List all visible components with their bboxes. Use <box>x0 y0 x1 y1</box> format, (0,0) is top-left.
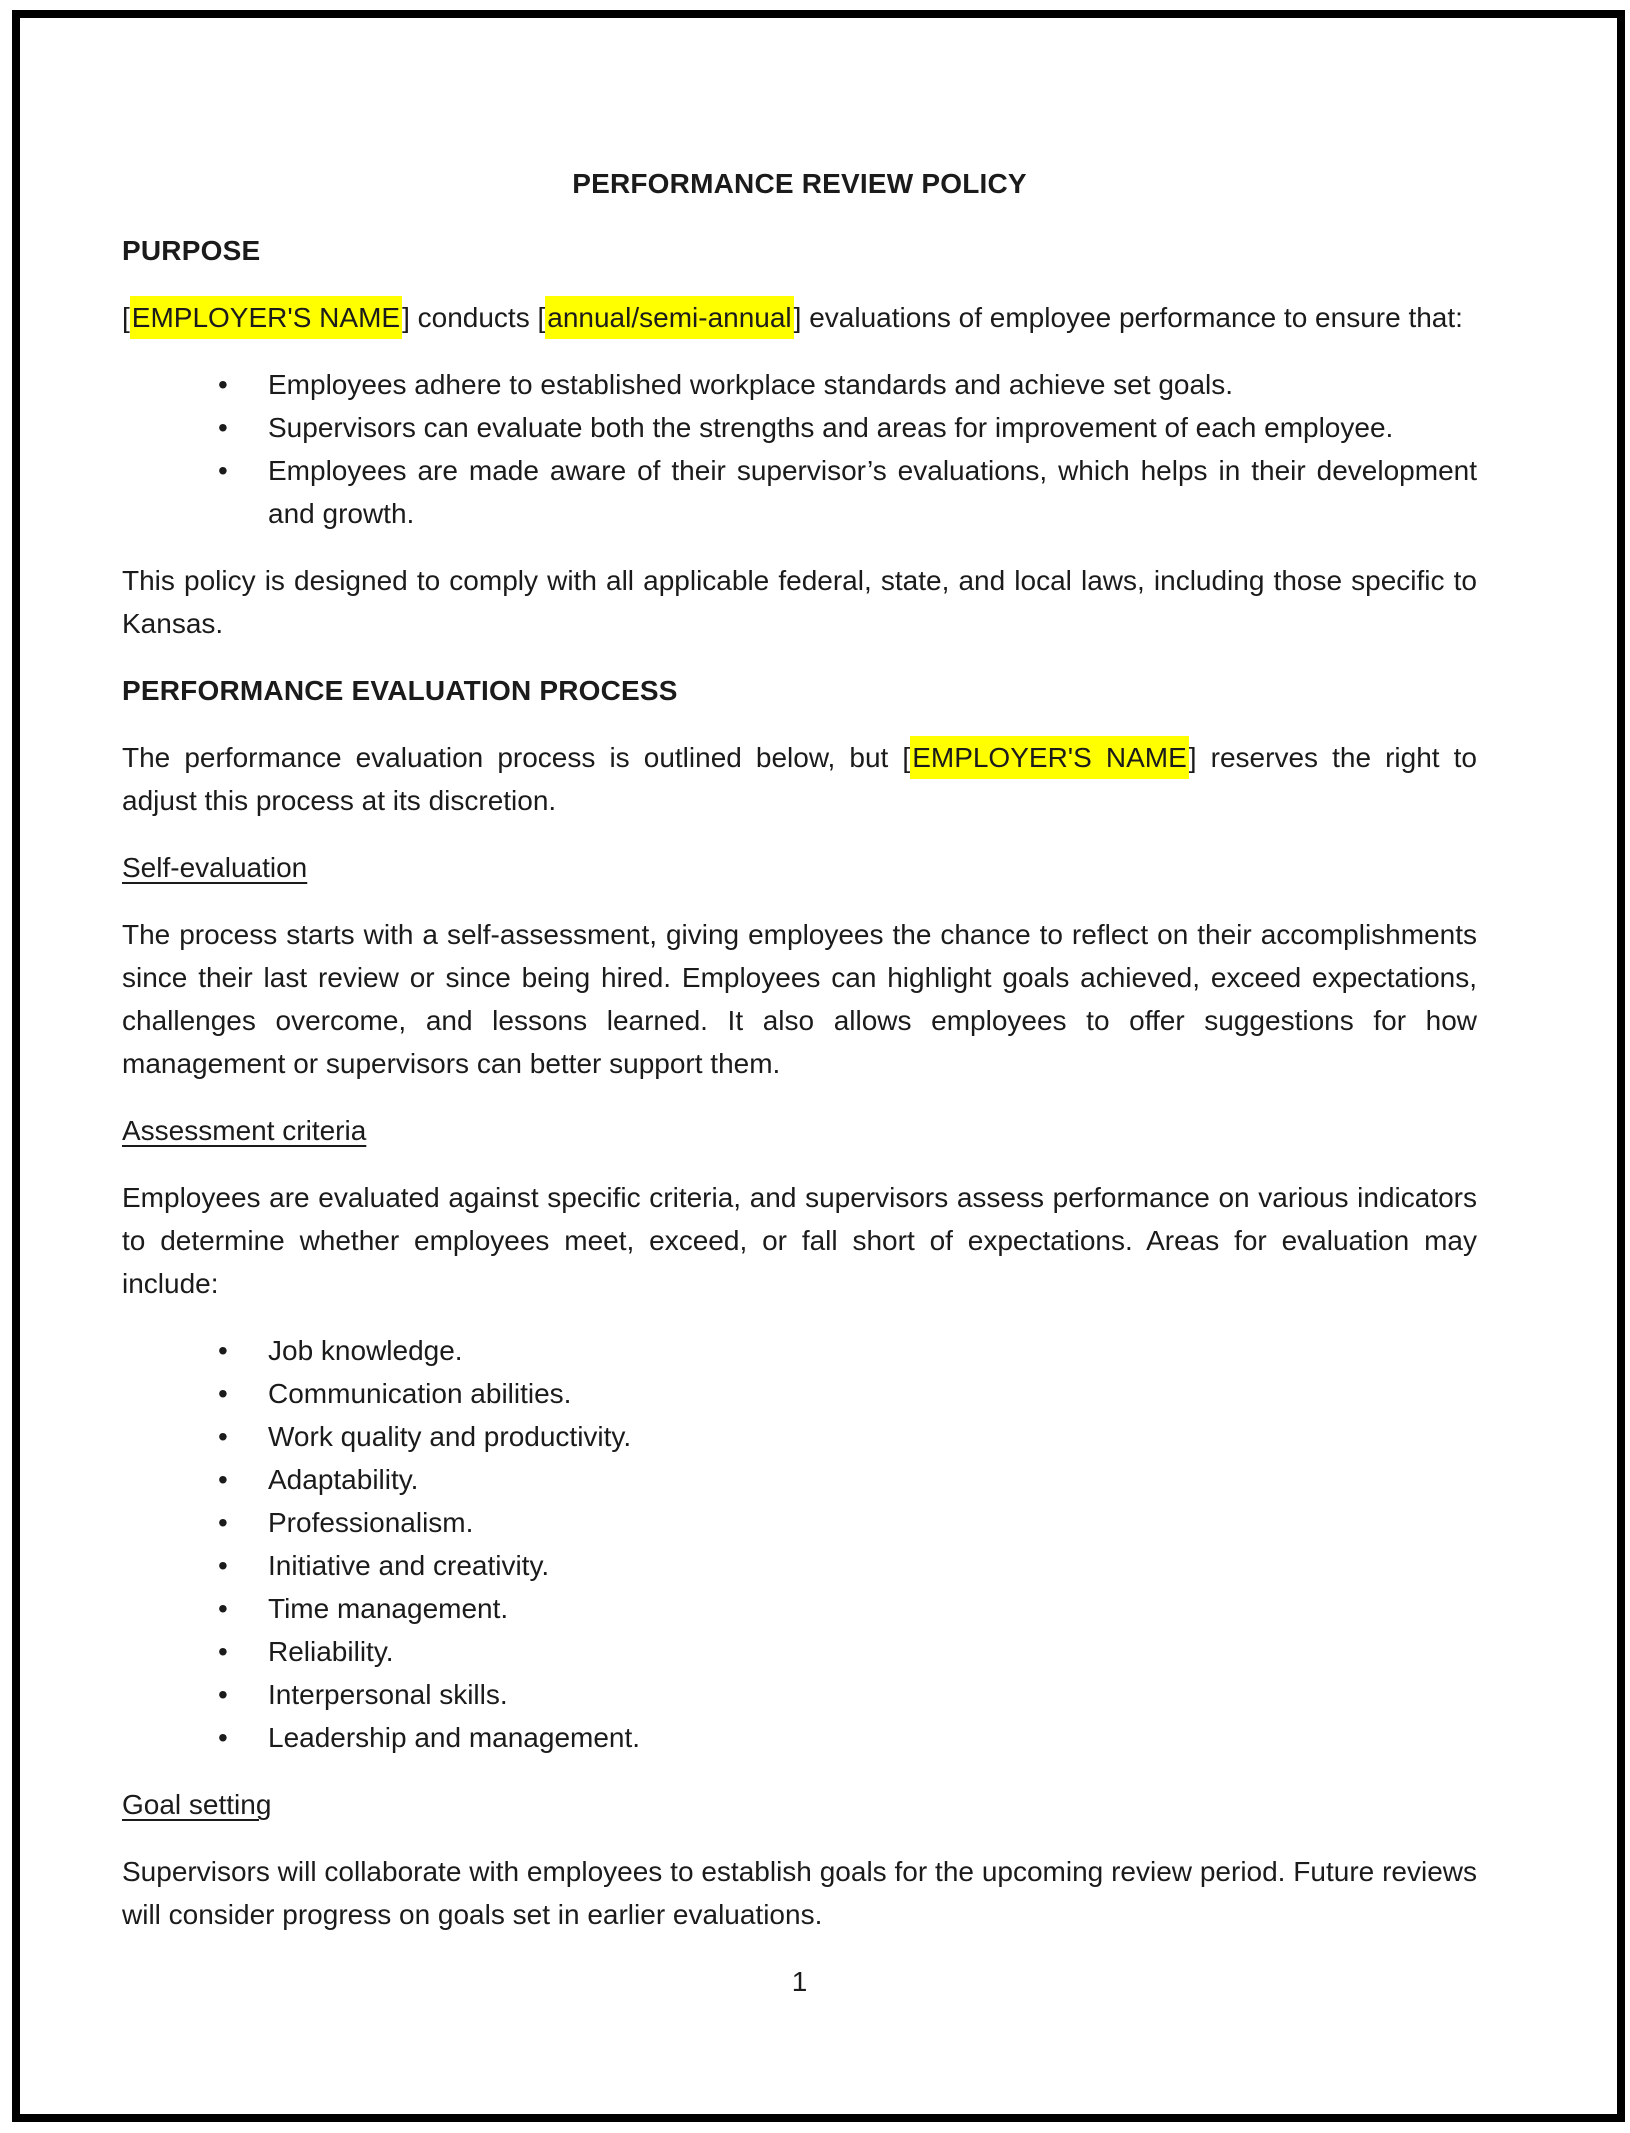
list-item-text: Interpersonal skills. <box>268 1679 508 1710</box>
text-segment: [ <box>122 302 130 333</box>
list-item-text: Job knowledge. <box>268 1335 463 1366</box>
document-content <box>122 0 1477 2003</box>
list-item <box>218 1544 1477 1587</box>
subheading-goal-setting: Goal setting <box>122 1789 272 1820</box>
page-number: 1 <box>791 1966 808 1997</box>
list-item-text: Professionalism. <box>268 1507 474 1538</box>
list-item <box>218 1587 1477 1630</box>
bullet-icon: • <box>218 1636 228 1667</box>
bullet-icon: • <box>218 1593 228 1624</box>
text-segment: ] conducts [ <box>402 302 546 333</box>
highlight-annual-semi-annual: annual/semi-annual <box>545 296 793 339</box>
list-item <box>218 1630 1477 1673</box>
section-heading-evaluation-process: PERFORMANCE EVALUATION PROCESS <box>122 675 678 706</box>
list-item <box>218 363 1477 406</box>
highlight-employers-name: EMPLOYER'S NAME <box>130 296 402 339</box>
list-item <box>218 1415 1477 1458</box>
document-title: PERFORMANCE REVIEW POLICY <box>572 168 1027 199</box>
bullet-icon: • <box>218 369 228 400</box>
subheading-self-evaluation: Self-evaluation <box>122 852 308 883</box>
paragraph-goal-setting: Supervisors will collaborate with employees to establish goals for the upcoming review period. Future reviews will consider progress on goals set in earlier evaluations. <box>122 1856 1477 1930</box>
list-item-text: Work quality and productivity. <box>268 1421 632 1452</box>
bullet-icon: • <box>218 1679 228 1710</box>
list-item <box>218 449 1477 535</box>
purpose-bullet-list <box>122 363 1477 535</box>
text-segment: ] reserves the right to adjust this process at its discretion. <box>122 742 1478 816</box>
paragraph-compliance: This policy is designed to comply with all applicable federal, state, and local laws, including those specific to Kansas. <box>122 565 1477 639</box>
list-item-text: Reliability. <box>268 1636 394 1667</box>
bullet-icon: • <box>218 1507 228 1538</box>
list-item <box>218 1501 1477 1544</box>
text-segment: ] evaluations of employee performance to ensure that: <box>793 302 1463 333</box>
bullet-icon: • <box>218 1550 228 1581</box>
subheading-assessment-criteria: Assessment criteria <box>122 1115 367 1146</box>
text-segment: The performance evaluation process is outlined below, but [ <box>122 742 911 773</box>
bullet-icon: • <box>218 1464 228 1495</box>
bullet-icon: • <box>218 1722 228 1753</box>
highlight-employers-name: EMPLOYER'S NAME <box>910 736 1189 779</box>
list-item-text: Employees adhere to established workplace standards and achieve set goals. <box>268 369 1234 400</box>
section-heading-purpose: PURPOSE <box>122 235 261 266</box>
paragraph-self-evaluation: The process starts with a self-assessment, giving employees the chance to reflect on their accomplishments since their last review or since being hired. Employees can highlight goals achieved, exceed expectations, challenges overcome, and lessons learned. It also allows employees to offer suggestions for how management or supervisors can better support them. <box>122 919 1477 1079</box>
paragraph-assessment-criteria: Employees are evaluated against specific criteria, and supervisors assess performance on various indicators to determine whether employees meet, exceed, or fall short of expectations. Areas for evaluation may include: <box>122 1182 1477 1299</box>
assessment-criteria-bullet-list <box>122 1329 1477 1759</box>
paragraph-process-intro <box>122 736 1477 822</box>
list-item-text: Initiative and creativity. <box>268 1550 550 1581</box>
list-item-text: Leadership and management. <box>268 1722 641 1753</box>
bullet-icon: • <box>218 1421 228 1452</box>
list-item <box>218 1673 1477 1716</box>
list-item <box>218 1716 1477 1759</box>
list-item-text: Adaptability. <box>268 1464 419 1495</box>
list-item <box>218 1458 1477 1501</box>
list-item <box>218 1372 1477 1415</box>
list-item <box>218 406 1477 449</box>
list-item-text: Employees are made aware of their supervisor’s evaluations, which helps in their development and growth. <box>268 455 1477 529</box>
paragraph-purpose-intro <box>122 296 1477 339</box>
bullet-icon: • <box>218 1378 228 1409</box>
list-item-text: Communication abilities. <box>268 1378 572 1409</box>
list-item <box>218 1329 1477 1372</box>
bullet-icon: • <box>218 412 228 443</box>
list-item-text: Supervisors can evaluate both the strengths and areas for improvement of each employee. <box>268 412 1394 443</box>
bullet-icon: • <box>218 1335 228 1366</box>
list-item-text: Time management. <box>268 1593 509 1624</box>
bullet-icon: • <box>218 455 228 486</box>
